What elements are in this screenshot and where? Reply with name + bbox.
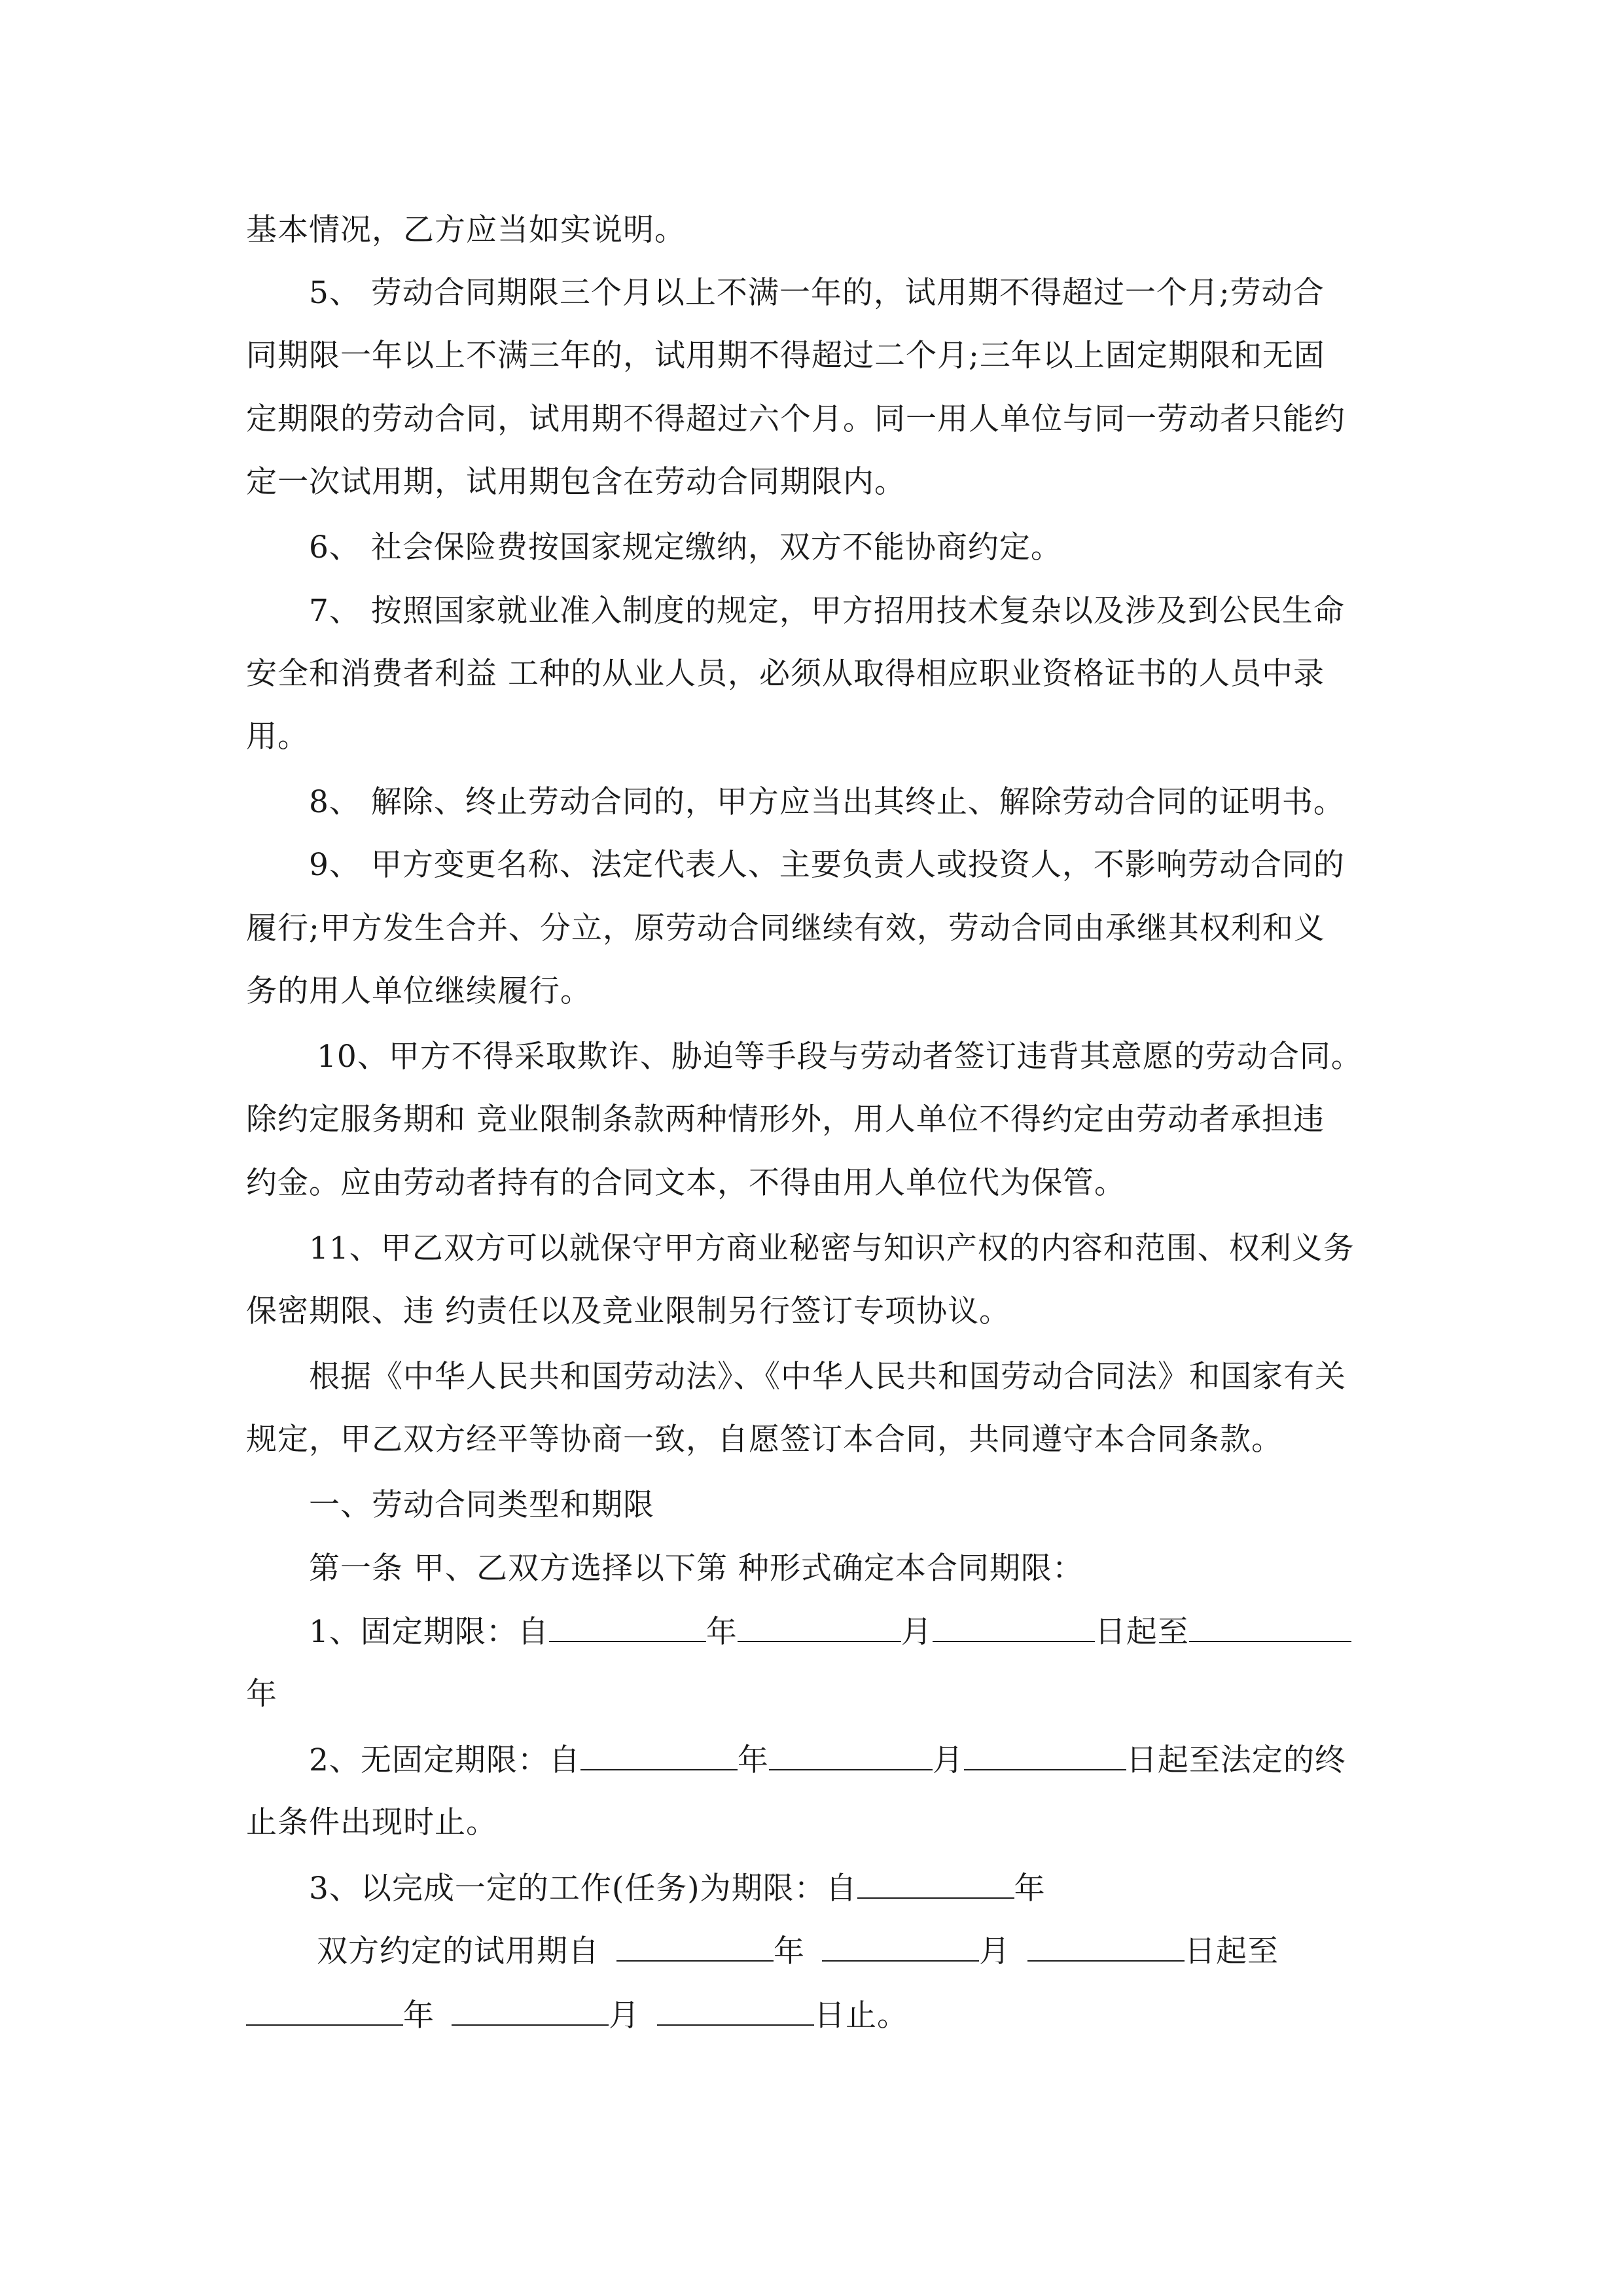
year-label: 年 — [403, 1998, 435, 2034]
start-day-blank[interactable] — [964, 1740, 1126, 1770]
preamble-line-1: 根据《中华人民共和国劳动法》、《中华人民共和国劳动合同法》和国家有关 — [309, 1359, 1346, 1395]
text-line: 履行;甲方发生合并、分立，原劳动合同继续有效，劳动合同由承继其权利和义 — [246, 910, 1325, 946]
month-label: 月 — [901, 1614, 933, 1650]
section-heading: 一、劳动合同类型和期限 — [309, 1487, 654, 1523]
text-line: 规定，甲乙双方经平等协商一致，自愿签订本合同，共同遵守本合同条款。 — [246, 1422, 1283, 1458]
text-line: 务的用人单位继续履行。 — [246, 973, 592, 1009]
year-label: 年 — [705, 1614, 738, 1650]
probation-prefix: 双方约定的试用期自 — [317, 1933, 599, 1969]
task-term-line — [309, 1869, 1046, 1909]
text-line: 定期限的劳动合同，试用期不得超过六个月。同一用人单位与同一劳动者只能约 — [246, 401, 1346, 437]
day-to-label: 日起至法定的终 — [1126, 1742, 1346, 1778]
month-label: 月 — [609, 1998, 640, 2034]
start-year-blank[interactable] — [857, 1869, 1014, 1899]
fixed-term-continuation: 年 — [246, 1676, 277, 1712]
day-end-label: 日止。 — [814, 1998, 908, 2034]
start-day-blank[interactable] — [933, 1612, 1095, 1642]
day-to-label: 日起至 — [1185, 1933, 1279, 1969]
probation-start-month-blank[interactable] — [822, 1931, 979, 1962]
year-label: 年 — [737, 1742, 769, 1778]
clause-7-line-1: 7、 按照国家就业准入制度的规定，甲方招用技术复杂以及涉及到公民生命 — [309, 593, 1345, 629]
clause-10-line-1: 10、甲方不得采取欺诈、胁迫等手段与劳动者签订违背其意愿的劳动合同。 — [317, 1039, 1363, 1075]
clause-11-line-1: 11、甲乙双方可以就保守甲方商业秘密与知识产权的内容和范围、权利义务 — [309, 1230, 1355, 1266]
clause-5-line-1: 5、 劳动合同期限三个月以上不满一年的，试用期不得超过一个月;劳动合 — [309, 275, 1325, 311]
start-year-blank[interactable] — [549, 1612, 706, 1642]
open-term-prefix: 2、无固定期限：自 — [309, 1742, 580, 1778]
task-term-prefix: 3、以完成一定的工作(任务)为期限：自 — [309, 1871, 857, 1907]
text-line: 安全和消费者利益 工种的从业人员，必须从取得相应职业资格证书的人员中录 — [246, 656, 1325, 692]
text-line: 保密期限、违 约责任以及竞业限制另行签订专项协议。 — [246, 1293, 1010, 1329]
month-label: 月 — [979, 1933, 1010, 1969]
text-line: 用。 — [246, 719, 309, 755]
probation-end-year-blank[interactable] — [246, 1996, 403, 2026]
clause-6-line: 6、 社会保险费按国家规定缴纳，双方不能协商约定。 — [309, 529, 1062, 565]
probation-end-day-blank[interactable] — [657, 1996, 814, 2026]
start-year-blank[interactable] — [580, 1740, 738, 1770]
year-label: 年 — [1014, 1871, 1046, 1907]
month-label: 月 — [932, 1742, 964, 1778]
year-label: 年 — [774, 1933, 805, 1969]
fixed-term-line — [309, 1612, 1351, 1652]
end-year-blank[interactable] — [1189, 1612, 1351, 1642]
day-to-label: 日起至 — [1094, 1614, 1189, 1650]
fixed-term-prefix: 1、固定期限：自 — [309, 1614, 549, 1650]
probation-start-year-blank[interactable] — [616, 1931, 774, 1962]
text-line: 同期限一年以上不满三年的，试用期不得超过二个月;三年以上固定期限和无固 — [246, 338, 1325, 374]
clause-9-line-1: 9、 甲方变更名称、法定代表人、主要负责人或投资人，不影响劳动合同的 — [309, 847, 1345, 883]
text-line: 定一次试用期，试用期包含在劳动合同期限内。 — [246, 464, 906, 500]
text-line: 基本情况，乙方应当如实说明。 — [246, 212, 686, 248]
probation-line — [317, 1931, 1279, 1971]
probation-start-day-blank[interactable] — [1027, 1931, 1185, 1962]
clause-8-line: 8、 解除、终止劳动合同的，甲方应当出其终止、解除劳动合同的证明书。 — [309, 784, 1345, 820]
probation-end-month-blank[interactable] — [452, 1996, 609, 2026]
start-month-blank[interactable] — [769, 1740, 933, 1770]
open-term-line — [309, 1740, 1346, 1780]
open-term-continuation: 止条件出现时止。 — [246, 1804, 497, 1840]
text-line: 除约定服务期和 竞业限制条款两种情形外，用人单位不得约定由劳动者承担违 — [246, 1102, 1325, 1138]
article-1-line: 第一条 甲、乙双方选择以下第 种形式确定本合同期限： — [309, 1551, 1084, 1587]
start-month-blank[interactable] — [738, 1612, 901, 1642]
text-line: 约金。应由劳动者持有的合同文本，不得由用人单位代为保管。 — [246, 1165, 1126, 1201]
probation-end-line — [246, 1996, 908, 2036]
